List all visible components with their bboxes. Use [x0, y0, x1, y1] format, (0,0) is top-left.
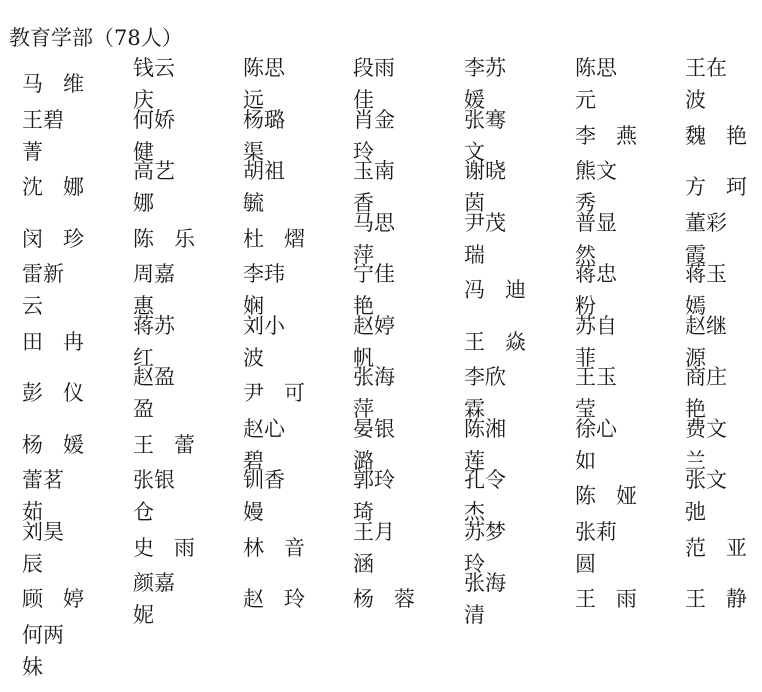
name-entry: 王 静: [685, 587, 747, 611]
name-entry: 何两妹: [22, 622, 64, 679]
name-entry: 尹 可: [243, 381, 305, 405]
name-entry: 李欣霖: [464, 365, 506, 421]
name-entry: 赵婷帆: [353, 313, 395, 370]
name-entry: 蒋忠粉: [575, 262, 617, 318]
name-entry: 周嘉惠: [133, 262, 175, 318]
name-entry: 杨 蓉: [353, 587, 415, 611]
name-entry: 赵盈盈: [133, 365, 175, 421]
name-entry: 肖金玲: [353, 107, 395, 164]
name-entry: 赵 玲: [243, 587, 305, 611]
name-entry: 王玉莹: [575, 365, 617, 421]
name-entry: 张海清: [464, 571, 506, 627]
name-entry: 钱云庆: [133, 56, 175, 112]
name-entry: 冯 迪: [464, 278, 526, 302]
name-entry: 尹茂瑞: [464, 210, 506, 267]
name-entry: 费文兰: [685, 416, 727, 473]
name-entry: 普显然: [575, 210, 617, 267]
name-entry: 王 焱: [464, 329, 526, 354]
name-entry: 王碧菁: [22, 107, 64, 164]
name-entry: 王 雨: [575, 587, 637, 611]
name-entry: 张骞文: [464, 107, 506, 164]
name-entry: 陈思元: [575, 56, 617, 112]
name-entry: 杜 熠: [243, 226, 305, 251]
name-entry: 李 燕: [575, 123, 637, 148]
name-entry: 陈 乐: [133, 226, 195, 251]
name-entry: 林 音: [243, 535, 305, 560]
name-entry: 玉南香: [353, 159, 395, 215]
name-entry: 苏梦玲: [464, 519, 506, 576]
name-entry: 魏 艳: [685, 123, 747, 148]
name-entry: 史 雨: [133, 535, 195, 560]
name-entry: 郭玲琦: [353, 468, 395, 524]
name-entry: 陈湘莲: [464, 416, 506, 473]
name-entry: 李玮娴: [243, 262, 285, 318]
name-entry: 孔令杰: [464, 468, 506, 524]
name-entry: 王 蕾: [133, 432, 195, 457]
name-entry: 刘小波: [243, 313, 285, 370]
name-entry: 钏香嫚: [243, 468, 285, 524]
name-entry: 蒋玉嫣: [685, 262, 727, 318]
name-entry: 何娇健: [133, 107, 175, 164]
name-entry: 张银仓: [133, 468, 175, 524]
name-entry: 胡祖毓: [243, 159, 285, 215]
name-entry: 赵心碧: [243, 416, 285, 473]
name-entry: 苏自菲: [575, 313, 617, 370]
name-entry: 段雨佳: [353, 56, 395, 112]
name-entry: 王月涵: [353, 519, 395, 576]
name-entry: 晏银潞: [353, 416, 395, 473]
name-entry: 方 珂: [685, 175, 747, 199]
name-entry: 杨 媛: [22, 432, 84, 457]
name-entry: 马思萍: [353, 210, 395, 267]
name-entry: 高艺娜: [133, 159, 175, 215]
name-entry: 雷新云: [22, 262, 64, 318]
name-entry: 董彩霞: [685, 210, 727, 267]
name-entry: 张文弛: [685, 468, 727, 524]
name-entry: 李苏媛: [464, 56, 506, 112]
name-entry: 王在波: [685, 56, 727, 112]
name-entry: 陈思远: [243, 56, 285, 112]
name-entry: 蒋苏红: [133, 313, 175, 370]
name-entry: 商庄艳: [685, 365, 727, 421]
name-entry: 熊文秀: [575, 159, 617, 215]
name-entry: 闵 珍: [22, 226, 84, 251]
name-entry: 马 维: [22, 72, 84, 96]
name-entry: 蕾茗茹: [22, 468, 64, 524]
section-heading: 教育学部（78人）: [9, 26, 183, 50]
name-entry: 顾 婷: [22, 587, 84, 611]
name-entry: 赵继源: [685, 313, 727, 370]
name-entry: 张莉圆: [575, 519, 617, 576]
name-entry: 陈 娅: [575, 484, 637, 508]
name-entry: 刘昊辰: [22, 519, 64, 576]
name-entry: 徐心如: [575, 416, 617, 473]
name-entry: 张海萍: [353, 365, 395, 421]
name-entry: 颜嘉妮: [133, 571, 175, 627]
name-entry: 沈 娜: [22, 175, 84, 199]
name-entry: 谢晓茵: [464, 159, 506, 215]
name-entry: 宁佳艳: [353, 262, 395, 318]
name-entry: 田 冉: [22, 329, 84, 354]
name-entry: 杨璐渠: [243, 107, 285, 164]
name-entry: 彭 仪: [22, 381, 84, 405]
name-entry: 范 亚: [685, 535, 747, 560]
